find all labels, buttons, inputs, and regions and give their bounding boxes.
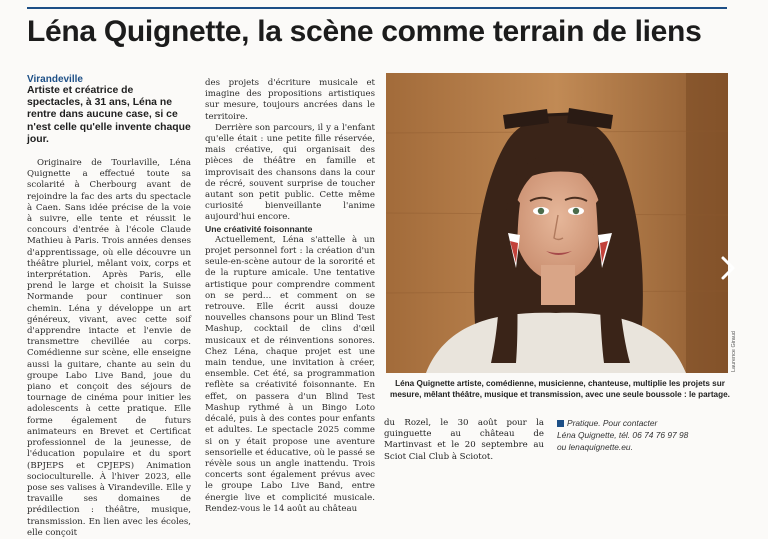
portrait-illustration: [386, 73, 728, 373]
practical-info: [557, 417, 737, 453]
standfirst: Artiste et créatrice de spectacles, à 31 ans, Léna ne rentre dans aucune case, si ce n'est celle qu'elle invente chaque jour.: [27, 85, 191, 145]
article-column-3: [384, 418, 544, 463]
article-column-2: [205, 78, 375, 515]
top-rule: [27, 7, 727, 9]
headline: Léna Quignette, la scène comme terrain de liens: [27, 15, 702, 48]
portrait-photo[interactable]: [386, 73, 728, 373]
paragraph-5: du Rozel, le 30 août pour la guinguette au château de Martinvast et le 20 septembre au Sciot Cial Club à Sciotot.: [384, 418, 544, 462]
paragraph-1: Originaire de Tourlaville, Léna Quignette a effectué toute sa scolarité à Cherbourg avant de rejoindre la fac des arts du spectacle à Caen. Sans idée précise de la voie à suivre, elle tente et réussit le concours d'entrée à l'école Claude Mathieu à Paris. Trois années denses d'apprentissage, où elle découvre un théâtre pluriel, mêlant voix, corps et interprétation. Après Paris, elle prend le large et choisit la Suisse Normande pour continuer son chemin. Léna y développe un art généreux, vivant, avec cette soif d'apprendre intacte et l'envie de transmettre chevillée au corps. Comédienne sur scène, elle enseigne aussi la guitare, chante au sein du groupe Labo Live Band, joue du piano et conçoit des séjours de tournage de cinéma pour initier les adolescents à cette pratique. Elle forme également de futurs animateurs en Brevet et Certificat professionnel de la jeunesse, de l'éducation populaire et du sport (BPJEPS et CPJEPS) Animation socioculturelle. À l'hiver 2023, elle pose ses valises à Virandeville. Elle y travaille ses domaines de prédilection : théâtre, musique, transmission. En lien avec les écoles, elle conçoit: [27, 158, 191, 538]
paragraph-2: des projets d'écriture musicale et imagine des propositions artistiques sur mesure, toujours ancrées dans le territoire.: [205, 78, 375, 122]
info-title: Pratique. Pour contacter: [567, 418, 658, 428]
contact-phone: Léna Quignette, tél. 06 74 76 97 98: [557, 430, 689, 440]
chevron-right-icon[interactable]: [718, 255, 738, 281]
kicker-location: Virandeville: [27, 74, 83, 85]
photo-credit: Laurence Giraud: [731, 331, 737, 372]
photo-caption: Léna Quignette artiste, comédienne, musicienne, chanteuse, multiplie les projets sur mesure, mêlant théâtre, musique et transmission, avec une seule boussole : le partage.: [390, 379, 730, 399]
bullet-square-icon: [557, 420, 564, 427]
contact-website[interactable]: ou lenaquignette.eu.: [557, 442, 633, 452]
subheading: Une créativité foisonnante: [205, 223, 313, 234]
article-column-1: [27, 74, 191, 539]
paragraph-4: Actuellement, Léna s'attelle à un projet personnel fort : la création d'un seule-en-scène autour de la sororité et de la rupture amicale. Une tentative artistique pour comprendre comment on se perd… et comment on se retrouve. Elle écrit aussi douze nouvelles chansons pour un Blind Test Mashup, cocktail de clins d'œil musicaux et de réinventions sonores. Chez Léna, chaque projet est une main tendue, une invitation à créer, ensemble. Cet été, sa programmation reflète sa créativité foisonnante. En effet, on passera d'un Blind Test Mashup rythmé à un Bingo Loto décalé, puis à des contes pour enfants et adultes. Le spectacle 2025 comme si on y était propose une aventure sensorielle et éducative, où le passé se révèle sous un angle inattendu. Trois concerts sont également prévus avec le groupe Labo Live Band, entre énergie live et complicité musicale. Rendez-vous le 14 août au château: [205, 234, 375, 514]
paragraph-3: Derrière son parcours, il y a l'enfant qu'elle était : une petite fille réservée, mais créative, qui organisait des pièces de théâtre en famille et improvisait des chansons dans la cour de récré, souvent surprise de toucher autant son petit public. Cette même curiosité bienveillante l'anime aujourd'hui encore.: [205, 122, 375, 223]
